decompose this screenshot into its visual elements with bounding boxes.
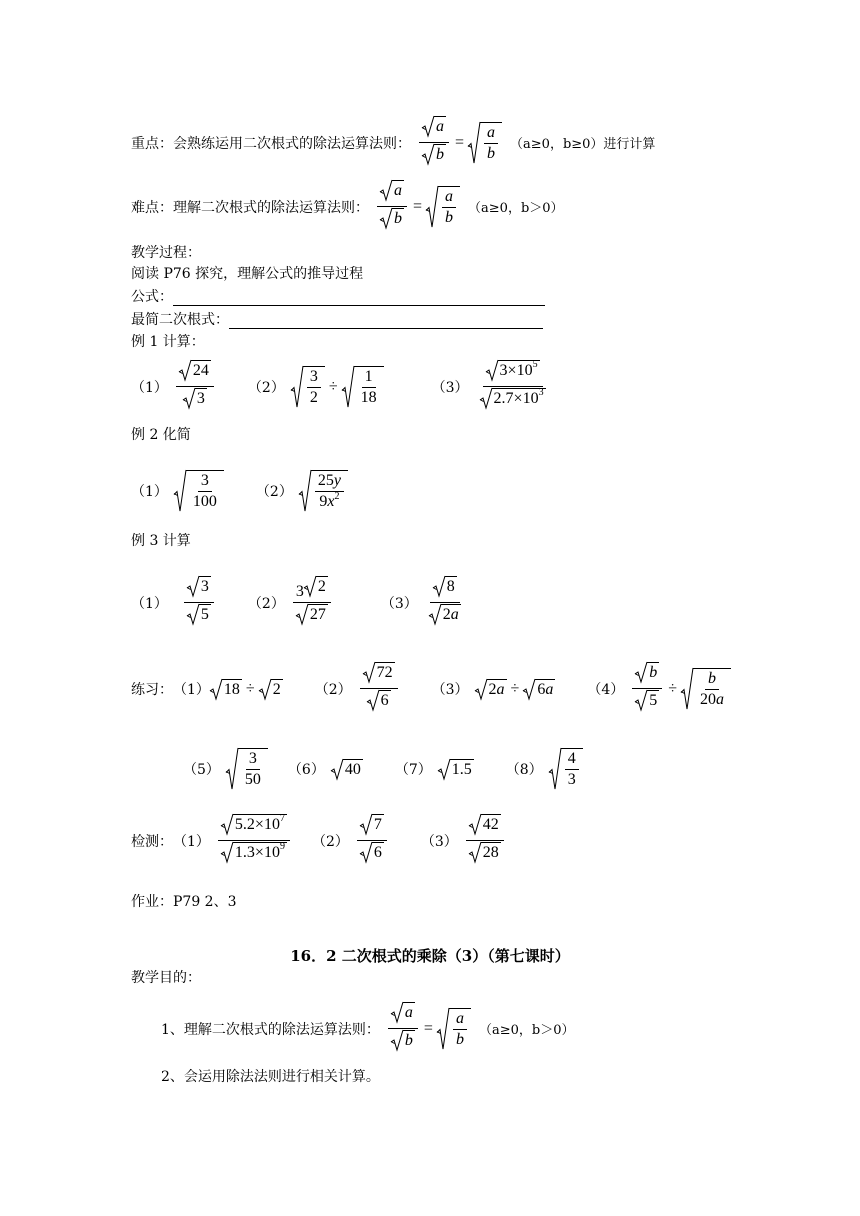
formula-line (131, 288, 545, 306)
problem-number: （6） (287, 761, 325, 778)
test-row (131, 814, 506, 867)
example2-label: 例 2 化简 (131, 427, 191, 443)
key-point-line (131, 116, 655, 169)
division-rule-formula: $\frac{a}{b}$ = $\frac{a}{b}$ (375, 180, 460, 233)
problem-number: （1） (173, 833, 210, 850)
test-expr2: $\frac{7}{6}$ (355, 814, 389, 867)
problem-number: （3） (420, 833, 458, 850)
example2-expr1: $\frac{3}{100}$ (174, 470, 224, 511)
problem-number: （1） (131, 379, 168, 396)
division-rule-formula: $\frac{a}{b}$ = $\frac{a}{b}$ (417, 116, 502, 169)
formula-label: 公式： (131, 289, 173, 305)
example3-label: 例 3 计算 (131, 533, 191, 549)
simplest-label: 最简二次根式： (131, 312, 229, 328)
practice-row2 (183, 748, 583, 789)
problem-number: （7） (394, 761, 432, 778)
practice-expr4: $\frac{b}{5}$ ÷ $\frac{b}{20a}$ (630, 662, 731, 715)
example1-expr2: $\frac{3}{2}$ ÷ $\frac{1}{18}$ (291, 366, 384, 407)
practice-expr8: $\frac{4}{3}$ (549, 748, 583, 789)
practice-expr1: 18 ÷ 2 (210, 679, 283, 699)
problem-number: （3） (380, 595, 418, 612)
problem-number: （8） (505, 761, 543, 778)
example3-problems (131, 576, 466, 629)
example1-expr3: 3×10 5 2.7×10 3 (475, 360, 551, 413)
example1-expr1: $\frac{24}{3}$ (174, 360, 216, 413)
objectives-heading: 教学目的： (131, 970, 201, 986)
example2-expr2: $\frac{25y}{9x^2}$ (299, 470, 348, 511)
problem-number: （2） (247, 379, 285, 396)
problem-number: （2） (311, 833, 349, 850)
test-label: 检测： (131, 833, 173, 850)
problem-number: （1） (173, 681, 210, 698)
formula-blank[interactable] (173, 291, 545, 306)
problem-number: （1） (131, 595, 168, 612)
problem-number: （5） (183, 761, 220, 778)
difficulty-line (131, 180, 564, 233)
practice-label: 练习： (131, 681, 173, 698)
example3-expr3: 8 2 a (424, 576, 466, 629)
objective-1-condition: （a≥0，b＞0） (478, 1023, 575, 1038)
problem-number: （2） (255, 483, 293, 500)
example3-expr2: 3 2 27 (291, 576, 333, 629)
practice-row1 (131, 662, 731, 715)
example3-expr1: $\frac{3}{5}$ (182, 576, 216, 629)
test-expr3: $\frac{42}{28}$ (464, 814, 506, 867)
difficulty-condition: （a≥0，b＞0） (468, 201, 564, 216)
example2-problems (131, 470, 348, 511)
key-point-condition: （a≥0，b≥0）进行计算 (510, 137, 656, 152)
example1-label: 例 1 计算： (131, 334, 205, 350)
practice-expr7: 1.5 (438, 759, 474, 779)
problem-number: （3） (431, 681, 469, 698)
problem-number: （1） (131, 483, 168, 500)
problem-number: （3） (431, 379, 469, 396)
test-expr1: 5.2×10 7 1.3×10 9 (216, 814, 292, 867)
practice-expr6: 40 (331, 759, 363, 779)
division-rule-formula: $\frac{a}{b}$ = $\frac{a}{b}$ (386, 1002, 471, 1055)
section-title: 16．2 二次根式的乘除（3）（第七课时） (290, 947, 570, 965)
example1-problems (131, 360, 551, 413)
practice-expr5: $\frac{3}{50}$ (226, 748, 268, 789)
simplest-blank[interactable] (229, 314, 543, 329)
key-point-label: 重点：会熟练运用二次根式的除法运算法则： (131, 135, 411, 152)
homework: 作业：P79 2、3 (131, 894, 237, 910)
objective-1-text: 1、理解二次根式的除法运算法则： (161, 1021, 380, 1038)
simplest-line (131, 311, 543, 329)
problem-number: （2） (247, 595, 285, 612)
practice-expr3: 2 a ÷ 6 a (475, 679, 556, 699)
objective-2: 2、会运用除法法则进行相关计算。 (161, 1069, 380, 1085)
practice-expr2: $\frac{72}{6}$ (358, 662, 400, 715)
problem-number: （2） (314, 681, 352, 698)
process-heading: 教学过程： (131, 245, 201, 261)
objective-1 (161, 1002, 574, 1055)
process-read: 阅读 P76 探究，理解公式的推导过程 (131, 266, 364, 282)
difficulty-label: 难点：理解二次根式的除法运算法则： (131, 199, 369, 216)
problem-number: （4） (587, 681, 625, 698)
